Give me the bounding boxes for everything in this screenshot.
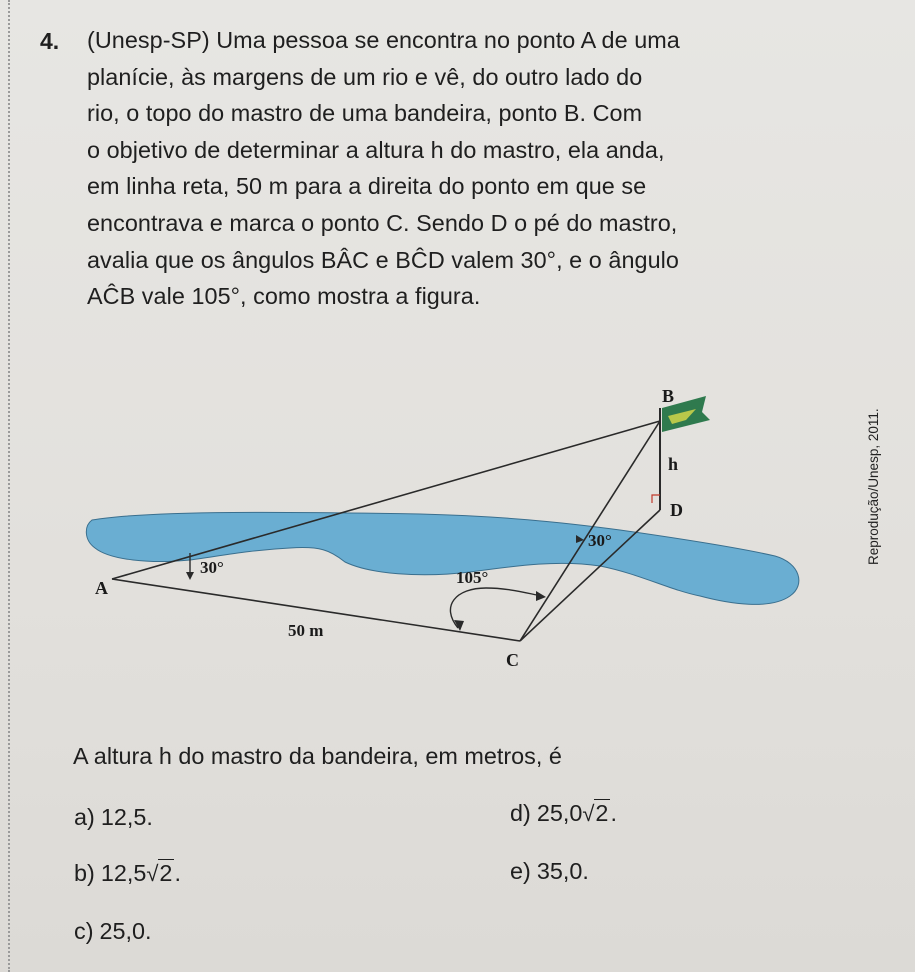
option-b-prefix: 12,5	[100, 860, 147, 886]
question-prompt: A altura h do mastro da bandeira, em metros, é	[73, 743, 562, 769]
sqrt-symbol: √2	[146, 860, 173, 886]
label-C: C	[506, 650, 519, 670]
label-angle-ACB: 105°	[456, 568, 489, 587]
option-a-text: 12,5.	[100, 804, 153, 830]
label-A: A	[95, 578, 108, 598]
statement-line: rio, o topo do mastro de uma bandeira, ponto B. Com	[87, 100, 643, 127]
statement-line: encontrava e marca o ponto C. Sendo D o pé do mastro,	[87, 209, 678, 236]
statement-line: o objetivo de determinar a altura h do mastro, ela anda,	[87, 136, 665, 163]
label-D: D	[670, 500, 683, 520]
question-number: 4.	[40, 28, 60, 54]
sqrt-symbol: √2	[582, 800, 609, 826]
option-c-text: 25,0.	[99, 918, 152, 944]
label-angle-A: 30°	[200, 558, 224, 577]
statement-line: em linha reta, 50 m para a direita do ponto em que se	[87, 173, 647, 200]
option-e-label: e)	[510, 858, 531, 884]
statement-line: AĈB vale 105°, como mostra a figura.	[87, 283, 481, 310]
option-a	[74, 804, 153, 831]
option-d	[510, 800, 617, 827]
margin-dotted-line	[8, 0, 10, 972]
option-e-text: 35,0.	[536, 858, 589, 884]
right-angle-mark	[652, 495, 660, 503]
statement-line: planície, às margens de um rio e vê, do outro lado do	[87, 63, 643, 90]
option-c-label: c)	[74, 918, 94, 944]
angle-ACB-arc	[450, 588, 542, 628]
option-d-label: d)	[510, 800, 531, 826]
question-statement	[87, 22, 847, 315]
option-b-label: b)	[74, 860, 95, 886]
image-credit	[866, 355, 886, 565]
image-credit-text: Reprodução/Unesp, 2011.	[866, 408, 881, 565]
option-d-prefix: 25,0	[536, 800, 583, 826]
option-a-label: a)	[74, 804, 95, 830]
option-b-suffix: .	[174, 860, 181, 886]
option-d-suffix: .	[610, 800, 617, 826]
label-distance-AC: 50 m	[288, 621, 324, 640]
label-h: h	[668, 454, 679, 474]
option-e	[510, 858, 589, 885]
statement-line: (Unesp-SP) Uma pessoa se encontra no ponto A de uma	[87, 27, 680, 53]
label-B: B	[662, 386, 675, 406]
option-b-radicand: 2	[159, 860, 173, 886]
option-b	[74, 860, 181, 887]
angle-A-arrowhead	[186, 572, 194, 580]
angle-ACB-arrowhead-right	[536, 591, 546, 601]
geometry-figure	[50, 370, 840, 680]
option-d-radicand: 2	[595, 800, 609, 826]
option-c	[74, 918, 152, 945]
label-angle-BCD: 30°	[588, 531, 612, 550]
statement-line: avalia que os ângulos BÂC e BĈD valem 30°, e o ângulo	[87, 246, 679, 273]
